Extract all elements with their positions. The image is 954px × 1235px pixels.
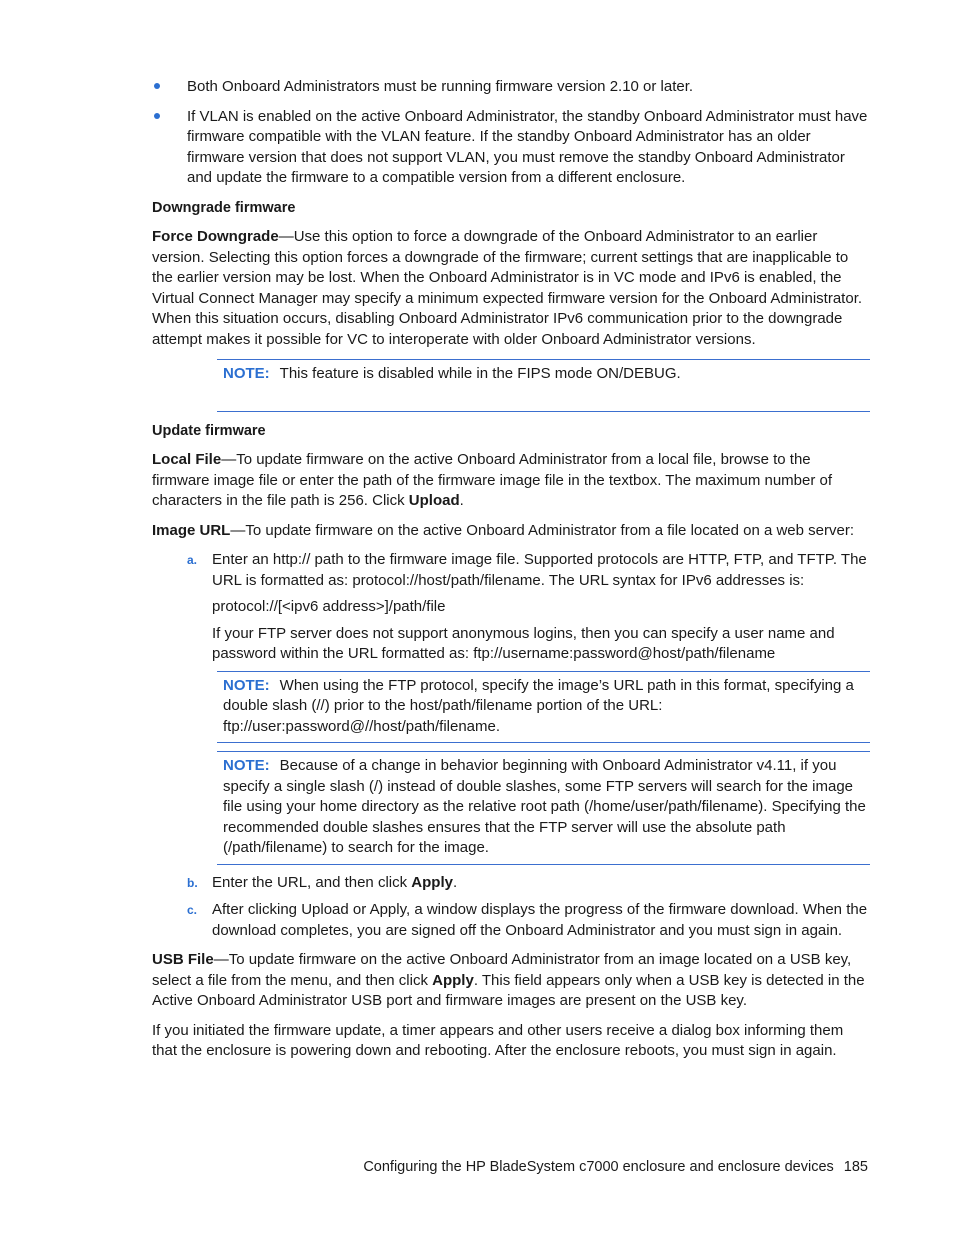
term-usb-file: USB File xyxy=(152,951,214,968)
step-c: c. After clicking Upload or Apply, a window displays the progress of the firmware download. When the download completes, you are signed off the Onboard Administrator and you must sign in again. xyxy=(187,901,868,939)
note-text: Because of a change in behavior beginning with Onboard Administrator v4.11, if you specify a single slash (/) instead of double slashes, some FTP servers will search for the image file using your home directory as the relative root path (/home/user/path/filename). Specifying the recommended double slashes ensures that the FTP server will use the absolute path (/path/filename) to search for the image. xyxy=(223,757,866,856)
note-text: This feature is disabled while in the FIPS mode ON/DEBUG. xyxy=(279,365,681,382)
note-text: When using the FTP protocol, specify the image’s URL path in this format, specifying a double slash (//) prior to the host/path/filename portion of the URL: ftp://user:password@//host/path/filename. xyxy=(223,676,854,735)
note-label: NOTE: xyxy=(223,676,270,694)
step-marker: a. xyxy=(187,553,198,567)
image-url-paragraph: Image URL—To update firmware on the active Onboard Administrator from a file located on a web server: xyxy=(152,521,854,539)
section-heading-downgrade: Downgrade firmware xyxy=(152,199,296,216)
note-single-slash xyxy=(217,751,870,865)
page-number: 185 xyxy=(843,1159,868,1175)
ipv6-syntax: protocol://[<ipv6 address>]/path/file xyxy=(212,598,446,615)
footer-title: Configuring the HP BladeSystem c7000 enclosure and enclosure devices xyxy=(363,1159,834,1175)
local-file-paragraph: Local File—To update firmware on the active Onboard Administrator from a local file, browse to the firmware image file or enter the path of the firmware image file in the textbox. The maximum number of characters in the file path is 256. Click Upload. xyxy=(152,451,833,509)
apply-label: Apply xyxy=(411,873,453,891)
page-footer xyxy=(363,1157,868,1178)
final-paragraph: If you initiated the firmware update, a timer appears and other users receive a dialog box informing them that the enclosure is powering down and rebooting. After the enclosure reboots, you must sign in again. xyxy=(152,1021,844,1059)
note-label: NOTE: xyxy=(223,757,270,774)
bullet-icon xyxy=(154,113,160,119)
usb-file-paragraph: USB File—To update firmware on the active Onboard Administrator from an image located on a USB key, select a file from the menu, and then click Apply. This field appears only when a USB key is detected in the Active Onboard Administrator USB port and firmware images are present on the USB key. xyxy=(152,951,865,1009)
upload-label: Upload xyxy=(408,492,460,509)
step-marker: c. xyxy=(187,903,198,917)
requirements-list xyxy=(152,77,870,189)
apply-label: Apply xyxy=(432,971,474,989)
step-a: a. Enter an http:// path to the firmware image file. Supported protocols are HTTP, FTP, and TFTP. The URL is formatted as: protocol://host/path/filename. The URL syntax for IPv6 addresses is: protocol://[<ipv6 address>]/path/file If your FTP server does not support anonymous logins, then you can specify a user name and password within the URL formatted as: ftp://username:password@host/path/filename NOTE: When using the FTP protocol, specify the image’s URL path in this format, specifying a double slash (//) prior to the host/path/filename portion of the URL: ftp://user:password@//host/path/filename. NOTE: Because of a change in behavior beginning with Onboard Administrator v4.11, if you specify a single slash (/) instead of double slashes, some FTP servers will search for the image file using your home directory as the relative root path (/home/user/path/filename). Specifying the recommended double slashes ensures that the FTP server will use the absolute path (/path/filename) to search for the image. xyxy=(152,550,870,865)
term-local-file: Local File xyxy=(152,451,222,468)
step-marker: b. xyxy=(187,875,198,890)
section-heading-update: Update firmware xyxy=(152,422,266,439)
note-fips xyxy=(217,359,870,412)
note-label: NOTE: xyxy=(223,365,270,382)
step-b: b. Enter the URL, and then click Apply. xyxy=(152,873,870,894)
bullet-icon xyxy=(154,83,160,89)
list-item: Both Onboard Administrators must be running firmware version 2.10 or later. xyxy=(152,77,870,98)
list-item: If VLAN is enabled on the active Onboard Administrator, the standby Onboard Administrator must have firmware compatible with the VLAN feature. If the standby Onboard Administrator has an older firmware version that does not support VLAN, you must remove the standby Onboard Administrator and update the firmware to a compatible version from a different enclosure. xyxy=(152,107,870,189)
ftp-paragraph: If your FTP server does not support anonymous logins, then you can specify a user name and password within the URL formatted as: ftp://username:password@host/path/filename xyxy=(212,624,835,662)
force-downgrade-paragraph: Force Downgrade—Use this option to force a downgrade of the Onboard Administrator to an earlier version. Selecting this option forces a downgrade of the firmware; current settings that are inapplicable to the earlier version may be lost. When the Onboard Administrator is in VC mode and IPv6 is enabled, the Virtual Connect Manager may specify a minimum expected firmware version for the Onboard Administrator. When this situation occurs, disabling Onboard Administrator IPv6 communication prior to the downgrade attempt makes it possible for VC to interoperate with older Onboard Administrator versions. xyxy=(152,228,863,348)
image-url-steps xyxy=(152,550,870,941)
term-force-downgrade: Force Downgrade xyxy=(152,228,279,245)
note-ftp-double-slash xyxy=(217,671,870,744)
page-content xyxy=(152,77,870,1071)
term-image-url: Image URL xyxy=(152,521,231,539)
